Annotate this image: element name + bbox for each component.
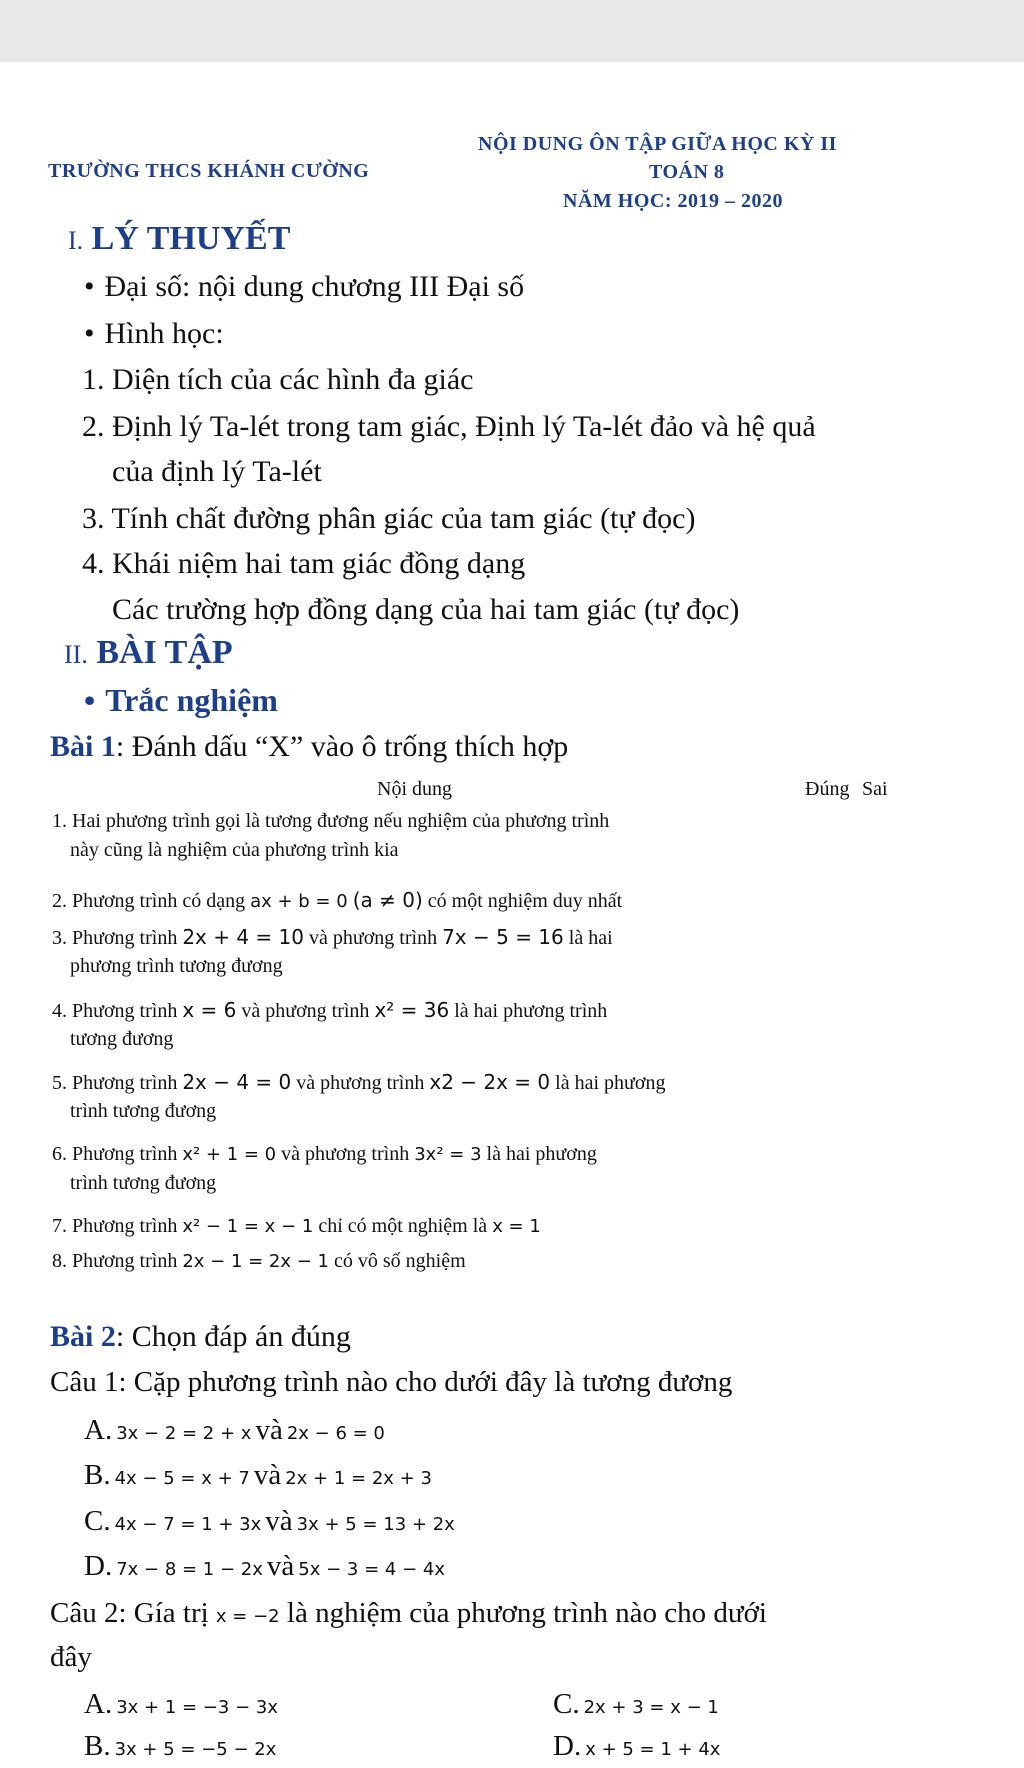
bai2-heading bbox=[50, 1320, 351, 1354]
question-1-text: Câu 1: Cặp phương trình nào cho dưới đây là tương đương bbox=[50, 1366, 733, 1398]
question-2-option bbox=[553, 1730, 720, 1763]
question-1-option bbox=[84, 1459, 432, 1492]
question-1-option bbox=[84, 1505, 455, 1538]
equation: x + 5 = 1 + 4x bbox=[585, 1739, 721, 1760]
section-title: LÝ THUYẾT bbox=[91, 220, 291, 257]
equation: 7x − 8 = 1 − 2x bbox=[116, 1559, 263, 1580]
equation: 2x + 4 = 10 bbox=[182, 925, 304, 949]
theory-item: Các trường hợp đồng dạng của hai tam giác (tự đọc) bbox=[112, 593, 740, 626]
row-text: 2. Phương trình có dạng bbox=[52, 890, 246, 912]
equation: x = 6 bbox=[182, 998, 237, 1022]
equation: 3x + 5 = −5 − 2x bbox=[114, 1739, 277, 1760]
option-letter: D. bbox=[84, 1550, 113, 1582]
equation: x = −2 bbox=[215, 1606, 280, 1627]
row-text: chỉ có một nghiệm là bbox=[318, 1215, 488, 1237]
statement-row-cont: trình tương đương bbox=[70, 1172, 217, 1194]
option-letter: C. bbox=[553, 1688, 580, 1720]
statement-row bbox=[52, 1215, 541, 1238]
section-theory-heading bbox=[68, 220, 290, 258]
section-title: BÀI TẬP bbox=[96, 634, 233, 671]
row-text: và phương trình bbox=[309, 927, 438, 949]
theory-algebra: • Đại số: nội dung chương III Đại số bbox=[84, 270, 524, 304]
option-letter: C. bbox=[84, 1505, 111, 1537]
statement-row bbox=[52, 888, 622, 913]
equation: 4x − 7 = 1 + 3x bbox=[114, 1514, 262, 1535]
statement-row bbox=[52, 998, 607, 1023]
column-false-header: Sai bbox=[862, 778, 888, 800]
and-word: và bbox=[266, 1550, 295, 1582]
top-bar bbox=[0, 0, 1024, 62]
statement-row bbox=[52, 1070, 665, 1095]
theory-item: của định lý Ta-lét bbox=[112, 455, 322, 488]
statement-row-cont: phương trình tương đương bbox=[70, 955, 283, 977]
equation: 2x − 4 = 0 bbox=[182, 1070, 292, 1094]
row-text: là hai phương trình bbox=[454, 1000, 608, 1022]
row-text: là hai phương bbox=[555, 1072, 666, 1094]
equation: x = 1 bbox=[492, 1216, 541, 1237]
question-2-option bbox=[84, 1730, 276, 1763]
question-2-option bbox=[553, 1688, 719, 1721]
equation: 3x + 5 = 13 + 2x bbox=[296, 1514, 455, 1535]
option-letter: A. bbox=[84, 1688, 113, 1720]
row-text: và phương trình bbox=[241, 1000, 370, 1022]
theory-item: 2. Định lý Ta-lét trong tam giác, Định lý Ta-lét đảo và hệ quả bbox=[82, 410, 816, 443]
question-1-option bbox=[84, 1550, 445, 1583]
school-year: NĂM HỌC: 2019 – 2020 bbox=[563, 190, 783, 212]
equation: 5x − 3 = 4 − 4x bbox=[298, 1559, 445, 1580]
row-text: là hai phương bbox=[486, 1143, 597, 1165]
row-text: có vô số nghiệm bbox=[334, 1250, 466, 1272]
option-letter: B. bbox=[84, 1730, 111, 1762]
row-text: và phương trình bbox=[281, 1143, 410, 1165]
equation: 3x + 1 = −3 − 3x bbox=[116, 1697, 278, 1718]
equation: x2 − 2x = 0 bbox=[429, 1070, 551, 1094]
equation: 2x − 6 = 0 bbox=[286, 1423, 385, 1444]
equation: 4x − 5 = x + 7 bbox=[114, 1468, 250, 1489]
row-text: 5. Phương trình bbox=[52, 1072, 178, 1094]
option-letter: D. bbox=[553, 1730, 582, 1762]
document-title: NỘI DUNG ÔN TẬP GIỮA HỌC KỲ II bbox=[478, 133, 837, 155]
question-1-option bbox=[84, 1414, 385, 1447]
equation: 2x + 3 = x − 1 bbox=[583, 1697, 719, 1718]
and-word: và bbox=[253, 1459, 282, 1491]
section-exercises-heading bbox=[64, 634, 233, 672]
bai1-label: Bài 1 bbox=[50, 730, 116, 763]
theory-item: 4. Khái niệm hai tam giác đồng dạng bbox=[82, 547, 526, 580]
equation: 3x − 2 = 2 + x bbox=[116, 1423, 252, 1444]
and-word: và bbox=[265, 1505, 293, 1537]
bai1-heading bbox=[50, 730, 568, 764]
row-text: có một nghiệm duy nhất bbox=[427, 890, 623, 912]
statement-row bbox=[52, 1250, 466, 1273]
statement-row-cont: trình tương đương bbox=[70, 1100, 217, 1122]
school-name: TRƯỜNG THCS KHÁNH CƯỜNG bbox=[48, 160, 370, 182]
question-2-post: là nghiệm của phương trình nào cho dưới bbox=[286, 1597, 767, 1629]
question-2-pre: Câu 2: Gía trị bbox=[50, 1597, 209, 1629]
equation: x² + 1 = 0 bbox=[182, 1144, 277, 1165]
bai1-text: : Đánh dấu “X” vào ô trống thích hợp bbox=[115, 730, 569, 763]
equation: 2x − 1 = 2x − 1 bbox=[182, 1251, 330, 1272]
question-2-option bbox=[84, 1688, 278, 1721]
row-text: 4. Phương trình bbox=[52, 1000, 178, 1022]
column-content-header: Nội dung bbox=[377, 778, 452, 800]
row-text: 8. Phương trình bbox=[52, 1250, 178, 1272]
equation: ax + b = 0 bbox=[250, 891, 348, 912]
option-letter: B. bbox=[84, 1459, 111, 1491]
subject: TOÁN 8 bbox=[649, 161, 725, 183]
row-text: và phương trình bbox=[296, 1072, 425, 1094]
equation: x² = 36 bbox=[374, 998, 450, 1022]
statement-row-cont: tương đương bbox=[70, 1028, 174, 1050]
bai2-text: : Chọn đáp án đúng bbox=[115, 1320, 351, 1353]
row-text: 7. Phương trình bbox=[52, 1215, 178, 1237]
equation: 3x² = 3 bbox=[414, 1144, 482, 1165]
statement-row-cont: này cũng là nghiệm của phương trình kia bbox=[70, 839, 399, 861]
theory-item: 3. Tính chất đường phân giác của tam giác (tự đọc) bbox=[82, 502, 696, 535]
row-text: 3. Phương trình bbox=[52, 927, 178, 949]
theory-geometry: • Hình học: bbox=[84, 317, 224, 351]
statement-row bbox=[52, 925, 613, 950]
equation: x² − 1 = x − 1 bbox=[182, 1216, 314, 1237]
section-number: I. bbox=[68, 226, 84, 255]
equation: (a ≠ 0) bbox=[352, 888, 423, 912]
column-true-header: Đúng bbox=[805, 778, 850, 800]
statement-row bbox=[52, 1143, 597, 1166]
multiple-choice-heading: • Trắc nghiệm bbox=[84, 682, 278, 719]
bai2-label: Bài 2 bbox=[50, 1320, 116, 1353]
row-text: 6. Phương trình bbox=[52, 1143, 178, 1165]
and-word: và bbox=[255, 1414, 283, 1446]
question-2-text-cont: đây bbox=[50, 1641, 92, 1673]
theory-item: 1. Diện tích của các hình đa giác bbox=[82, 363, 474, 396]
equation: 7x − 5 = 16 bbox=[442, 925, 564, 949]
question-2-text bbox=[50, 1597, 767, 1630]
option-letter: A. bbox=[84, 1414, 113, 1446]
statement-row: 1. Hai phương trình gọi là tương đương nếu nghiệm của phương trình bbox=[52, 810, 610, 832]
section-number: II. bbox=[64, 640, 88, 669]
equation: 2x + 1 = 2x + 3 bbox=[285, 1468, 432, 1489]
row-text: là hai bbox=[568, 927, 613, 949]
